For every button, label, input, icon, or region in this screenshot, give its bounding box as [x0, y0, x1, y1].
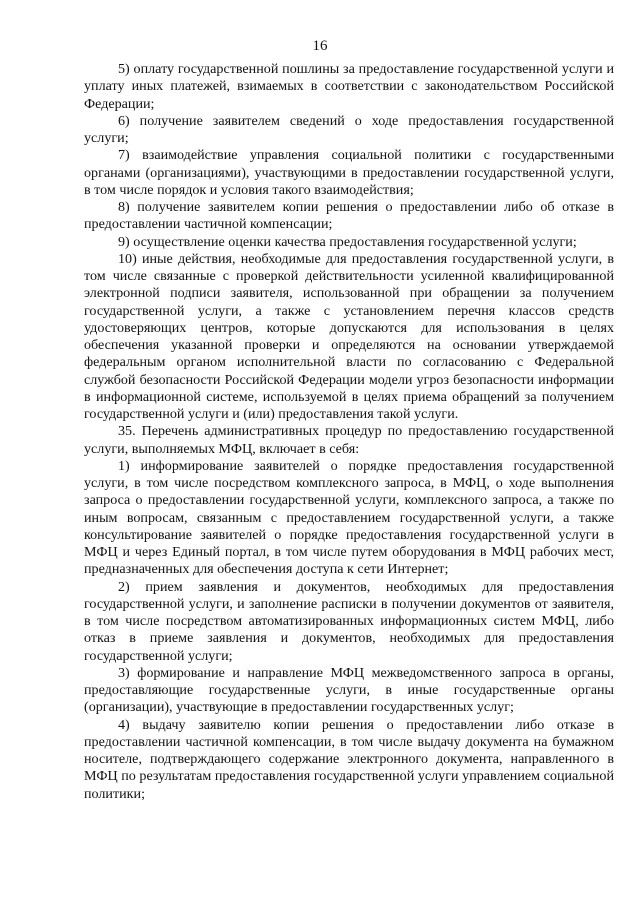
- paragraph-section-35: 35. Перечень административных процедур по предоставлению государственной услуги, выполняемых МФЦ, включает в себя:: [84, 423, 614, 457]
- paragraph-item-6: 6) получение заявителем сведений о ходе предоставления государственной услуги;: [84, 112, 614, 146]
- paragraph-item-8: 8) получение заявителем копии решения о предоставлении либо об отказе в предоставлении частичной компенсации;: [84, 199, 614, 233]
- page-number: 16: [312, 38, 328, 54]
- paragraph-item-5: 5) оплату государственной пошлины за предоставление государственной услуги и уплату иных платежей, взимаемых в соответствии с законодательством Российской Федерации;: [84, 61, 614, 112]
- paragraph-mfc-item-2: 2) прием заявления и документов, необходимых для предоставления государственной услуги, и заполнение расписки в получении документов от заявителя, в том числе посредством автоматизированных информационных систем МФЦ, либо отказ в приеме заявления и документов, необходимых для предоставления государственной услуги;: [84, 578, 614, 664]
- paragraph-mfc-item-3: 3) формирование и направление МФЦ межведомственного запроса в органы, предоставляющие государственные услуги, в иные государственные органы (организации), участвующие в предоставлении государственных услуг;: [84, 664, 614, 716]
- paragraph-item-10: 10) иные действия, необходимые для предоставления государственной услуги, в том числе связанные с проверкой действительности усиленной квалифицированной электронной подписи заявителя, использованной при обращении за получением государственной услуги, а также с установлением перечня классов средств удостоверяющих центров, которые допускаются для использования в целях обеспечения указанной проверки и определяются на основании утверждаемой федеральным органом исполнительной власти по согласованию с Федеральной службой безопасности Российской Федерации модели угроз безопасности информации в информационной системе, используемой в целях приема обращений за получением государственной услуги и (или) предоставления такой услуги.: [84, 250, 614, 422]
- paragraph-item-9: 9) осуществление оценки качества предоставления государственной услуги;: [118, 233, 577, 250]
- document-body: [84, 61, 614, 803]
- paragraph-mfc-item-1: 1) информирование заявителей о порядке предоставления государственной услуги, в том числе посредством комплексного запроса, в МФЦ, о ходе выполнения запроса о предоставлении государственной услуги, комплексного запроса, а также по иным вопросам, связанным с предоставлением государственной услуги, а также консультирование заявителей о порядке предоставления государственной услуги в МФЦ и через Единый портал, в том числе путем оборудования в МФЦ рабочих мест, предназначенных для обеспечения доступа к сети Интернет;: [84, 457, 614, 578]
- paragraph-mfc-item-4: 4) выдачу заявителю копии решения о предоставлении либо отказе в предоставлении частичной компенсации, в том числе выдачу документа на бумажном носителе, подтверждающего содержание электронного документа, направленного в МФЦ по результатам предоставления государственной услуги управлением социальной политики;: [84, 716, 614, 802]
- paragraph-item-7: 7) взаимодействие управления социальной политики с государственными органами (организациями), участвующими в предоставлении государственной услуги, в том числе порядок и условия такого взаимодействия;: [84, 147, 614, 198]
